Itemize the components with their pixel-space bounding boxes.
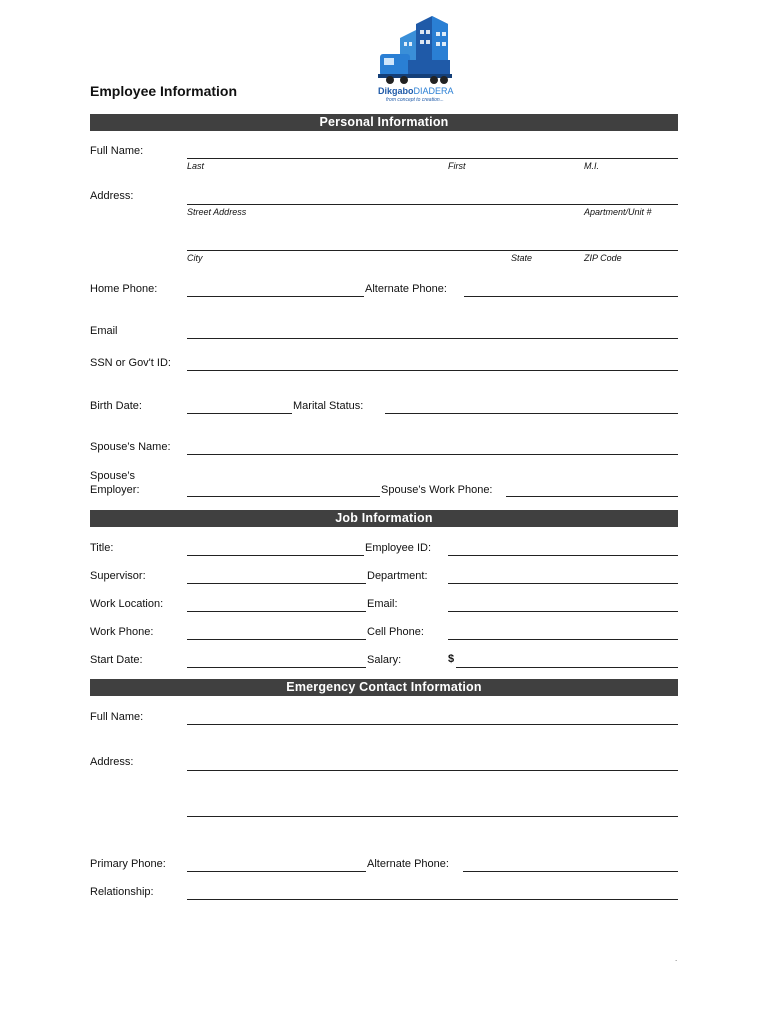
- work-phone-label: Work Phone:: [90, 626, 154, 638]
- salary-label: Salary:: [367, 654, 402, 666]
- relationship-field[interactable]: [187, 899, 678, 900]
- apartment-caption: Apartment/Unit #: [584, 207, 652, 217]
- department-field[interactable]: [448, 583, 678, 584]
- home-phone-field[interactable]: [187, 296, 364, 297]
- job-title-field[interactable]: [187, 555, 364, 556]
- email-label: Email: [90, 325, 118, 337]
- state-caption: State: [511, 253, 533, 263]
- spouse-work-phone-label: Spouse’s Work Phone:: [381, 484, 493, 496]
- alternate-phone-field[interactable]: [464, 296, 678, 297]
- employee-id-field[interactable]: [448, 555, 678, 556]
- job-email-field[interactable]: [448, 611, 678, 612]
- work-phone-field[interactable]: [187, 639, 366, 640]
- home-phone-label: Home Phone:: [90, 283, 158, 295]
- ssn-label: SSN or Gov't ID:: [90, 357, 171, 369]
- marital-status-field[interactable]: [385, 413, 678, 414]
- cell-phone-label: Cell Phone:: [367, 626, 424, 638]
- job-email-label: Email:: [367, 598, 398, 610]
- spouse-work-phone-field[interactable]: [506, 496, 678, 497]
- birth-date-field[interactable]: [187, 413, 292, 414]
- middle-initial-caption: M.I.: [584, 161, 599, 171]
- supervisor-field[interactable]: [187, 583, 366, 584]
- emergency-address-line1-field[interactable]: [187, 770, 678, 771]
- address-label: Address:: [90, 190, 134, 202]
- work-location-field[interactable]: [187, 611, 366, 612]
- marital-status-label: Marital Status:: [293, 400, 364, 412]
- department-label: Department:: [367, 570, 428, 582]
- logo-tagline: from concept to creation...: [386, 97, 444, 103]
- ssn-field[interactable]: [187, 370, 678, 371]
- zip-caption: ZIP Code: [584, 253, 622, 263]
- job-title-label: Title:: [90, 542, 114, 554]
- birth-date-label: Birth Date:: [90, 400, 142, 412]
- full-name-field[interactable]: [187, 158, 678, 159]
- last-name-caption: Last: [187, 161, 205, 171]
- street-address-caption: Street Address: [187, 207, 247, 217]
- city-state-zip-field[interactable]: [187, 250, 678, 251]
- city-caption: City: [187, 253, 203, 263]
- relationship-label: Relationship:: [90, 886, 154, 898]
- company-logo: [370, 10, 460, 106]
- first-name-caption: First: [448, 161, 466, 171]
- spouse-employer-label: Spouse’s Employer:: [90, 470, 140, 496]
- start-date-label: Start Date:: [90, 654, 143, 666]
- start-date-field[interactable]: [187, 667, 366, 668]
- email-field[interactable]: [187, 338, 678, 339]
- street-address-field[interactable]: [187, 204, 678, 205]
- alternate-phone-label: Alternate Phone:: [365, 283, 447, 295]
- emergency-full-name-label: Full Name:: [90, 711, 144, 723]
- employee-id-label: Employee ID:: [365, 542, 432, 554]
- form-title: Employee Information: [90, 83, 238, 99]
- primary-phone-label: Primary Phone:: [90, 858, 166, 870]
- salary-currency-symbol: $: [448, 653, 455, 665]
- logo-wordmark: DikgaboDIADERA: [378, 86, 454, 96]
- cell-phone-field[interactable]: [448, 639, 678, 640]
- primary-phone-field[interactable]: [187, 871, 366, 872]
- section-header-personal: Personal Information: [90, 114, 678, 131]
- spouse-name-label: Spouse’s Name:: [90, 441, 171, 453]
- emergency-address-line2-field[interactable]: [187, 816, 678, 817]
- section-header-job: Job Information: [90, 510, 678, 527]
- emergency-alternate-phone-label: Alternate Phone:: [367, 858, 449, 870]
- emergency-alternate-phone-field[interactable]: [463, 871, 678, 872]
- supervisor-label: Supervisor:: [90, 570, 146, 582]
- spouse-employer-field[interactable]: [187, 496, 380, 497]
- work-location-label: Work Location:: [90, 598, 164, 610]
- footer-mark: .: [675, 954, 678, 963]
- spouse-name-field[interactable]: [187, 454, 678, 455]
- salary-field[interactable]: [456, 667, 678, 668]
- emergency-address-label: Address:: [90, 756, 134, 768]
- section-header-emergency: Emergency Contact Information: [90, 679, 678, 696]
- full-name-label: Full Name:: [90, 145, 144, 157]
- emergency-full-name-field[interactable]: [187, 724, 678, 725]
